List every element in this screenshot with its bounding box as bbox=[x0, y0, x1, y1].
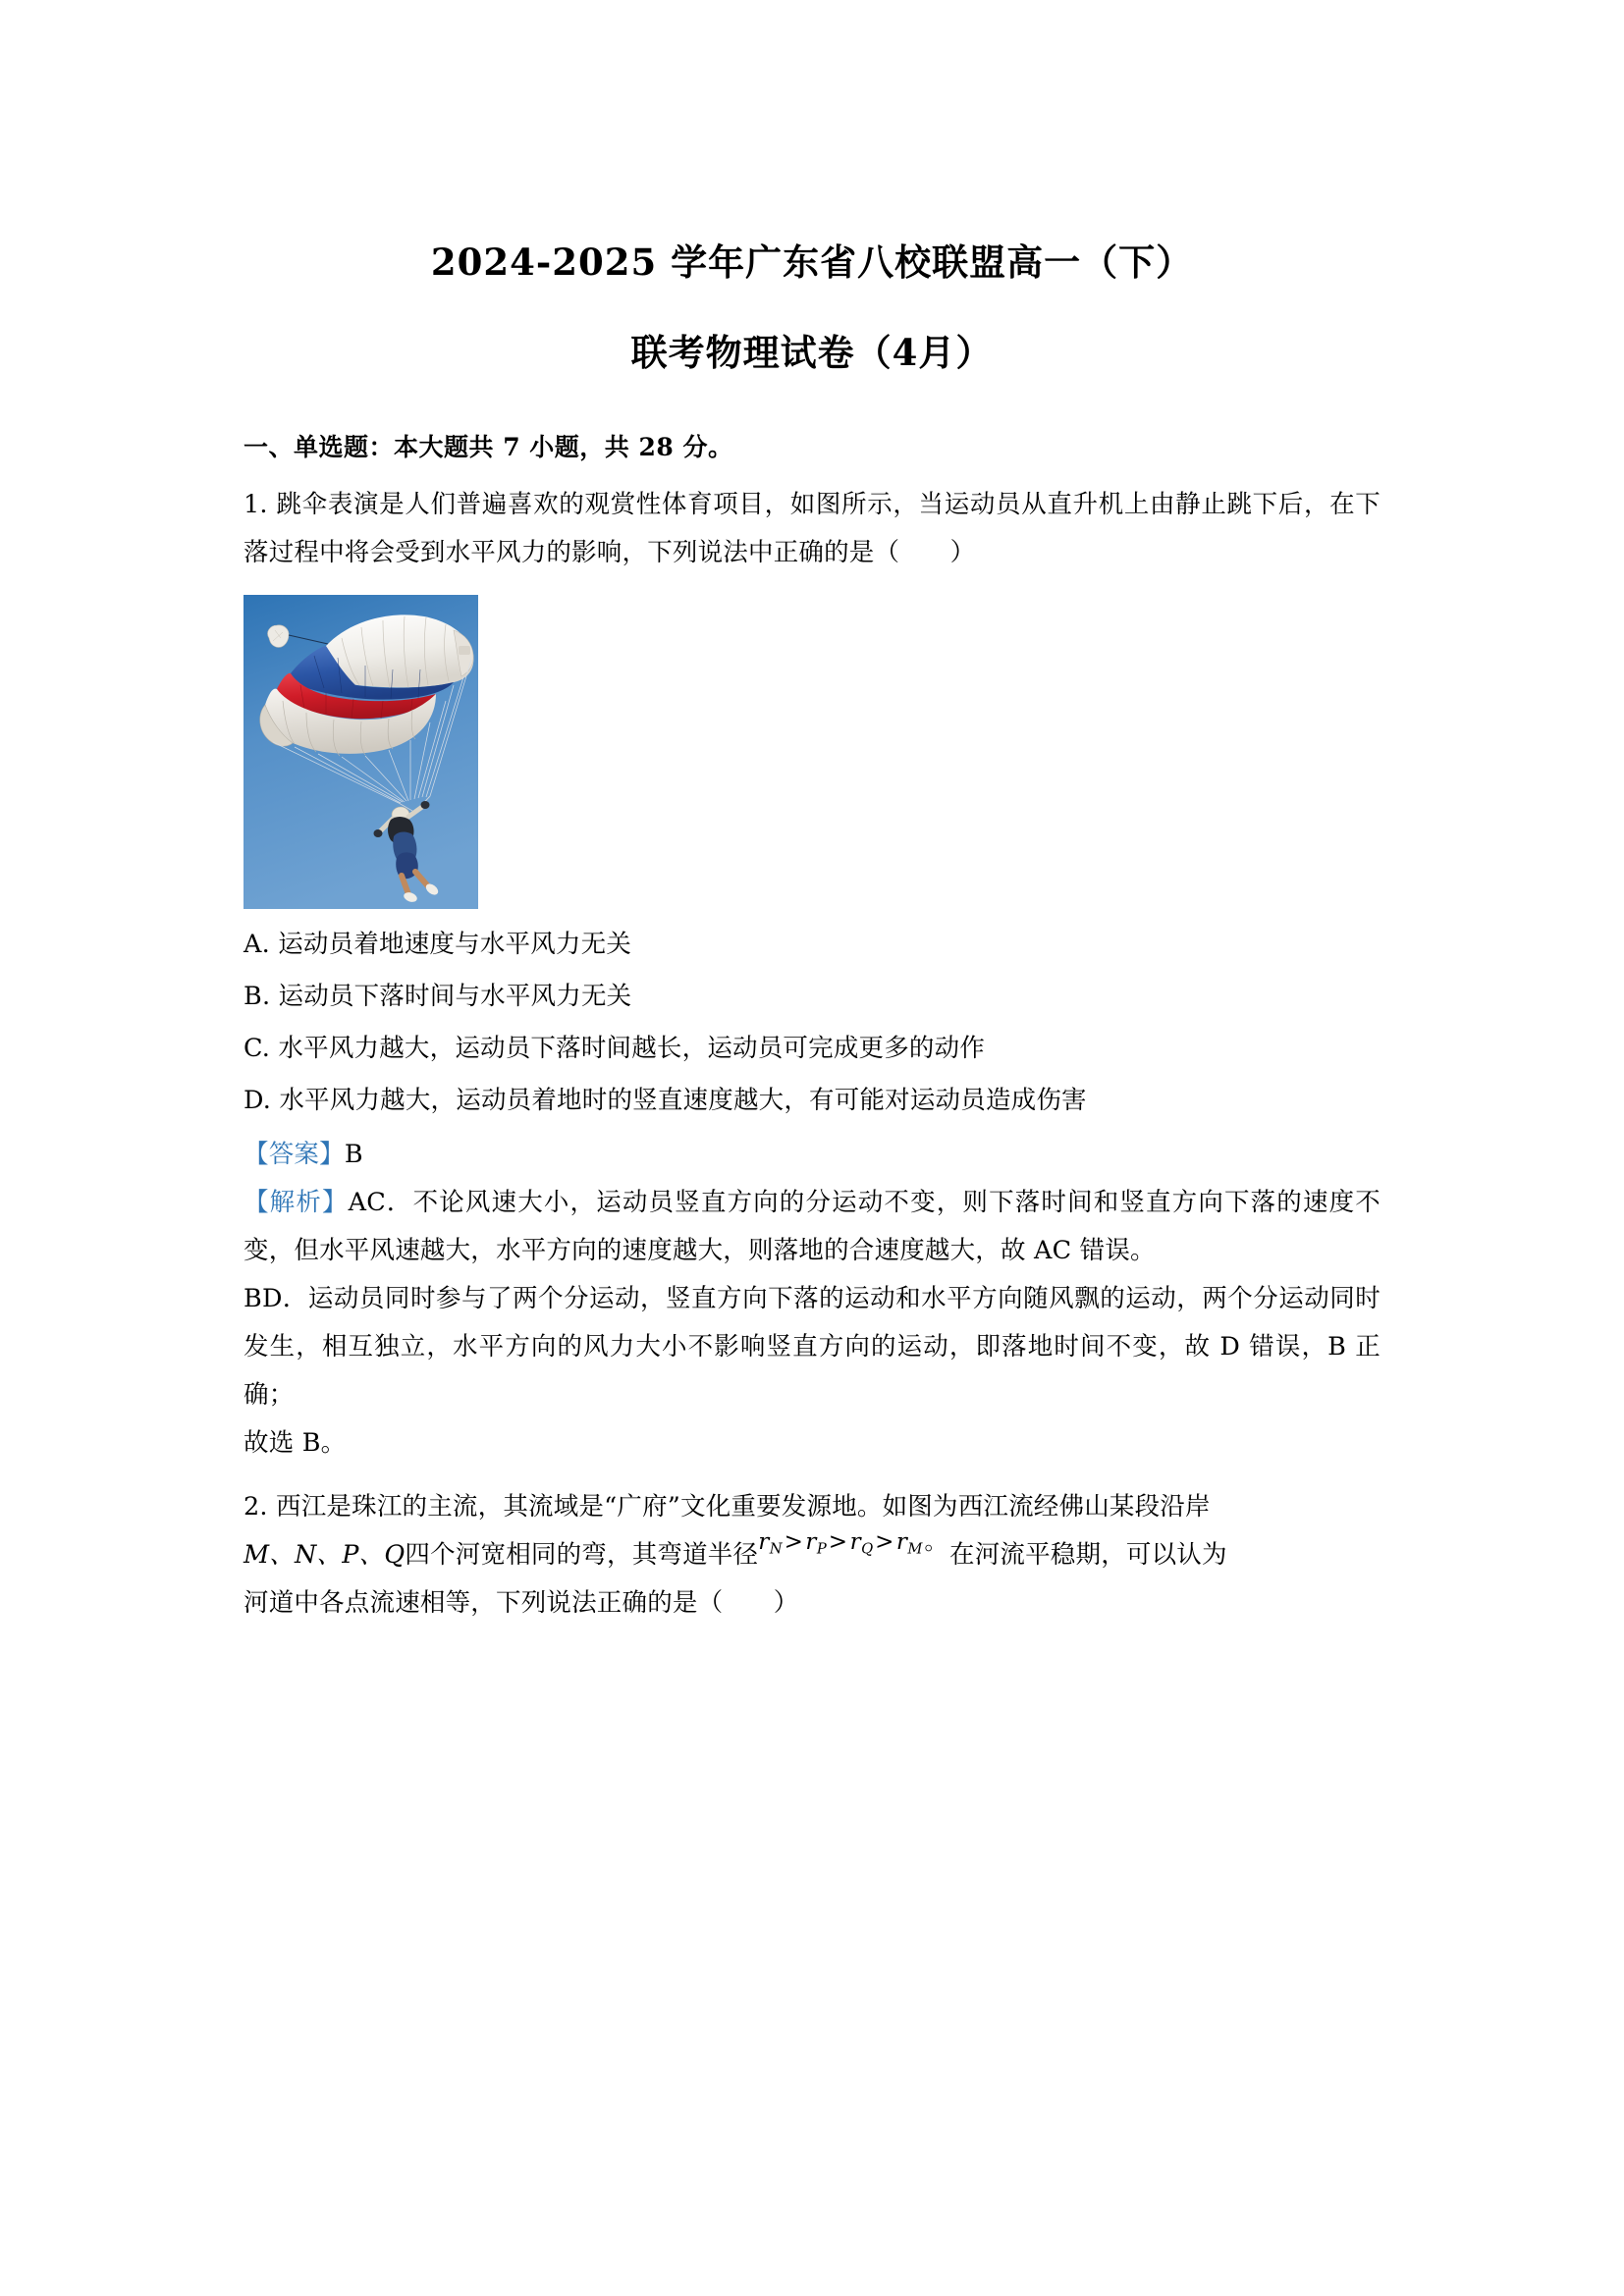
skydiver-parachute-photo bbox=[244, 595, 478, 909]
question-1-analysis-conclusion: 故选 B。 bbox=[244, 1427, 347, 1458]
formula-operator-1: > bbox=[784, 1528, 804, 1555]
formula-operator-2: > bbox=[828, 1528, 848, 1555]
formula-operator-3: > bbox=[875, 1528, 894, 1555]
question-1-option-c: C. 水平风力越大，运动员下落时间越长，运动员可完成更多的动作 bbox=[244, 1034, 986, 1064]
radius-inequality-formula bbox=[758, 1521, 949, 1564]
question-1-answer-row bbox=[244, 1131, 1380, 1179]
question-1-option-b: B. 运动员下落时间与水平风力无关 bbox=[244, 982, 632, 1012]
formula-trailing-punctuation: 。 bbox=[924, 1528, 947, 1555]
document-title-line-1: 2024-2025 学年广东省八校联盟高一（下） bbox=[430, 240, 1194, 284]
question-2-stem-text-post: 在河流平稳期，可以认为 bbox=[949, 1539, 1227, 1570]
question-2-stem-text-pre: 四个河宽相同的弯，其弯道半径 bbox=[405, 1539, 759, 1570]
question-2-points-list: M、N、P、Q bbox=[244, 1539, 406, 1570]
answer-label: 【答案】 bbox=[244, 1140, 345, 1170]
question-1-figure bbox=[244, 595, 1380, 909]
question-1-analysis-paragraph-2: BD．运动员同时参与了两个分运动，竖直方向下落的运动和水平方向随风飘的运动，两个分运动同时发生，相互独立，水平方向的风力大小不影响竖直方向的运动，即落地时间不变，故 D 错误，B 正确； bbox=[244, 1283, 1380, 1410]
answer-value: B bbox=[344, 1140, 363, 1170]
formula-term-3: $r_Q$ bbox=[849, 1528, 874, 1558]
analysis-label: 【解析】 bbox=[244, 1188, 349, 1218]
page-content bbox=[244, 0, 1380, 1628]
formula-term-2: $r_P$ bbox=[805, 1528, 827, 1558]
formula-term-1: $r_N$ bbox=[758, 1528, 783, 1558]
question-2-stem-line-3: 河道中各点流速相等，下列说法正确的是（ ） bbox=[244, 1587, 799, 1618]
formula-term-4: $r_M$ bbox=[895, 1528, 923, 1558]
question-1-option-d: D. 水平风力越大，运动员着地时的竖直速度越大，有可能对运动员造成伤害 bbox=[244, 1086, 1087, 1116]
document-title-line-2: 联考物理试卷（4月） bbox=[630, 330, 994, 374]
section-heading-single-choice: 一、单选题：本大题共 7 小题，共 28 分。 bbox=[244, 432, 733, 461]
question-2-stem-line-2 bbox=[244, 1528, 1380, 1579]
analysis-text-ac: AC．不论风速大小，运动员竖直方向的分运动不变，则下落时间和竖直方向下落的速度不变，但水平风速越大，水平方向的速度越大，则落地的合速度越大，故 AC 错误。 bbox=[244, 1188, 1380, 1265]
question-1-stem: 1. 跳伞表演是人们普遍喜欢的观赏性体育项目，如图所示，当运动员从直升机上由静止跳下后，在下落过程中将会受到水平风力的影响，下列说法中正确的是（ ） bbox=[244, 490, 1380, 568]
question-2-stem-line-1: 2. 西江是珠江的主流，其流域是“广府”文化重要发源地。如图为西江流经佛山某段沿岸 bbox=[244, 1491, 1211, 1522]
question-1-option-a: A. 运动员着地速度与水平风力无关 bbox=[244, 930, 632, 960]
question-1-analysis-paragraph-1 bbox=[244, 1179, 1380, 1275]
